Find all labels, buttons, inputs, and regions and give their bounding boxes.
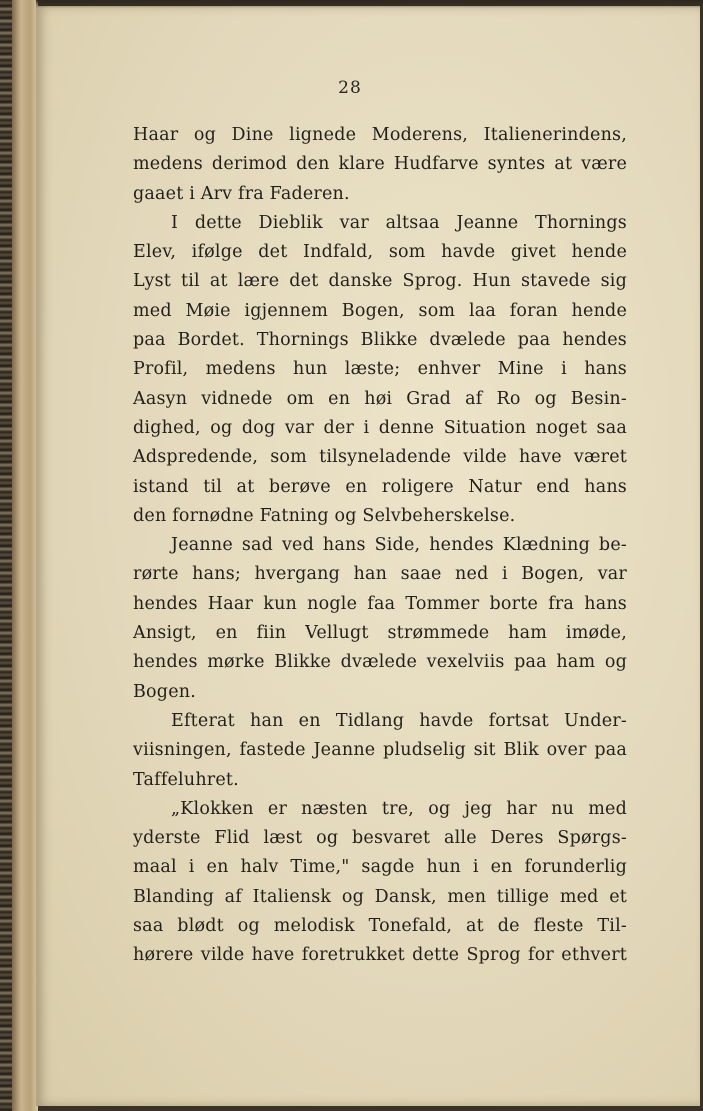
text-line: Elev, ifølge det Indfald, som havde givet hende (133, 242, 627, 263)
page-gutter (12, 0, 38, 1111)
text-line: paa Bordet. Thornings Blikke dvælede paa hendes (133, 330, 627, 351)
text-line: rørte hans; hvergang han saae ned i Bogen, var (133, 564, 627, 585)
text-line: Blanding af Italiensk og Dansk, men tillige med et (133, 886, 627, 907)
text-line: Jeanne sad ved hans Side, hendes Klædning be- (171, 535, 627, 556)
text-line: viisningen, fastede Jeanne pludselig sit Blik over paa (133, 740, 627, 761)
text-line: hendes Haar kun nogle faa Tommer borte fra hans (133, 593, 627, 614)
text-line: den fornødne Fatning og Selvbeherskelse. (133, 505, 516, 526)
text-line: I dette Dieblik var altsaa Jeanne Thornings (171, 212, 627, 233)
text-line: yderste Flid læst og besvaret alle Deres Spørgs- (133, 828, 627, 849)
page-number: 28 (338, 78, 362, 98)
text-line: Bogen. (133, 681, 196, 702)
text-line: hørere vilde have foretrukket dette Sprog for ethvert (133, 945, 627, 966)
text-line: Aasyn vidnede om en høi Grad af Ro og Besin- (133, 388, 627, 409)
text-line: Efterat han en Tidlang havde fortsat Under- (171, 710, 627, 731)
text-line: Adspredende, som tilsyneladende vilde have været (133, 447, 627, 468)
text-line: Ansigt, en fiin Vellugt strømmede ham imøde, (133, 623, 627, 644)
text-line: Lyst til at lære det danske Sprog. Hun stavede sig (133, 271, 627, 292)
text-line: saa blødt og melodisk Tonefald, at de fleste Til- (133, 916, 627, 937)
text-line: Profil, medens hun læste; enhver Mine i hans (133, 359, 627, 380)
text-line: hendes mørke Blikke dvælede vexelviis paa ham og (133, 652, 627, 673)
page-top-shadow (36, 0, 703, 8)
text-line: med Møie igjennem Bogen, som laa foran hende (133, 300, 627, 321)
text-line: istand til at berøve en roligere Natur end hans (133, 476, 627, 497)
text-line: Haar og Dine lignede Moderens, Italienerindens, (133, 125, 627, 145)
body-text (133, 121, 627, 971)
text-line: Taffeluhret. (133, 769, 239, 790)
text-line: gaaet i Arv fra Faderen. (133, 183, 350, 204)
text-line: maal i en halv Time," sagde hun i en forunderlig (133, 857, 627, 878)
text-line: medens derimod den klare Hudfarve syntes at være (133, 154, 627, 175)
text-line: dighed, og dog var der i denne Situation noget saa (133, 417, 627, 438)
text-line: „Klokken er næsten tre, og jeg har nu med (171, 798, 627, 819)
